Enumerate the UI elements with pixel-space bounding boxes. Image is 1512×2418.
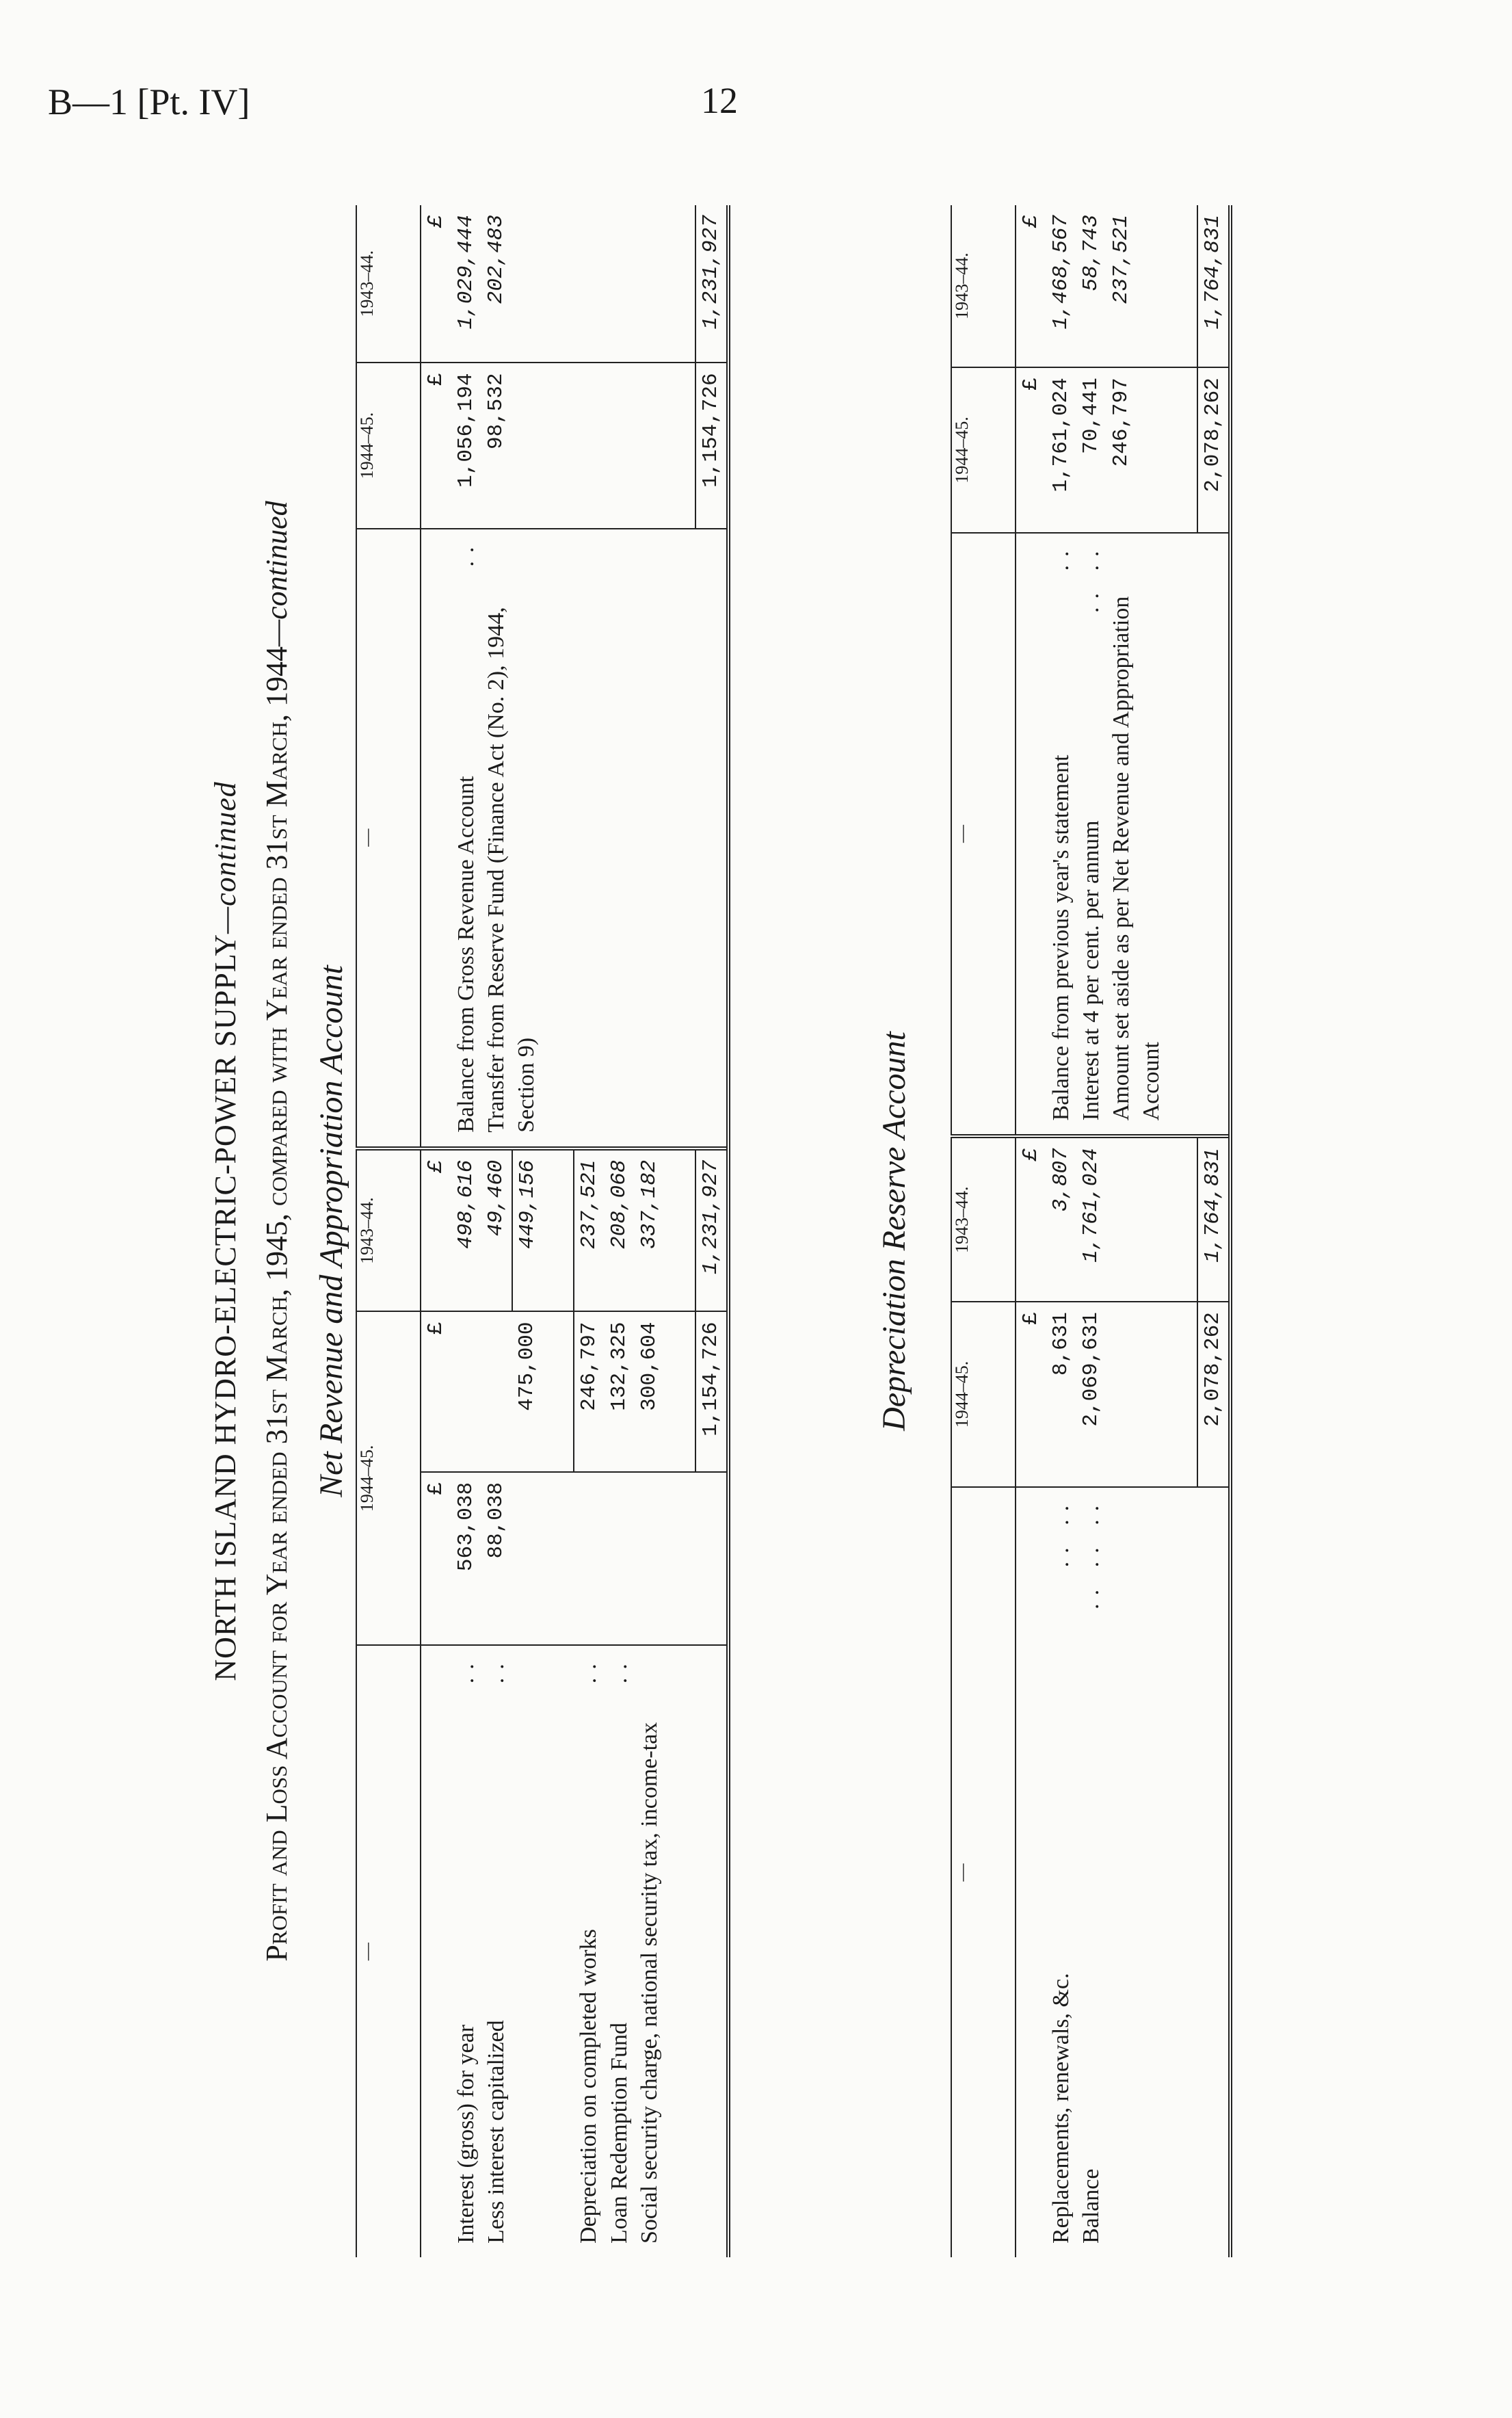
row-label: Depreciation on completed works .. [576,1655,601,2244]
cell-value: 246,797 [574,1311,605,1471]
net-revenue-table [356,205,730,2257]
cell-value: 246,797 [1106,367,1167,532]
debit-1945-header: 1944–45. [951,1302,1016,1487]
currency-symbol: £ [421,363,451,528]
row-label: Loan Redemption Fund .. [607,1655,632,2244]
debit-desc-header: — [356,1645,421,2257]
row-label: Interest (gross) for year .. [453,1655,479,2244]
title-block [202,205,359,2257]
row-label: Balance from Gross Revenue Account .. [451,529,481,1148]
row-label: Replacements, renewals, &c. .. .. [1048,1497,1074,2244]
total-value: 1,764,831 [1197,1136,1230,1302]
cell-value: 98,532 [481,363,543,528]
currency-symbol: £ [421,1311,451,1471]
depreciation-title: Depreciation Reserve Account [876,1031,912,1431]
cell-value: 88,038 [481,1472,512,1645]
currency-symbol: £ [1016,205,1046,367]
total-value: 1,764,831 [1197,205,1230,367]
account-heading-suffix: —continued [260,501,293,647]
row-label: Balance from previous year's statement .. [1046,533,1076,1137]
credit-desc-header: — [951,533,1016,1137]
cell-value: 475,000 [512,1311,543,1471]
row-label: Transfer from Reserve Fund (Finance Act (No. 2), 1944, Section 9) [481,529,543,1148]
credit-1944-header: 1943–44. [356,205,421,363]
debit-1945-header: 1944–45. [356,1311,421,1645]
table-row [605,205,635,2257]
total-value: 1,154,726 [695,1311,728,1471]
total-row [1197,205,1230,2257]
credit-1945-header: 1944–45. [356,363,421,528]
row-label: Balance .. .. .. [1078,1497,1104,2244]
cell-value: 3,807 [1046,1136,1076,1302]
table-row [574,205,605,2257]
cell-value: 237,521 [1106,205,1167,367]
depreciation-table [951,205,1232,2257]
cell-value: 1,761,024 [1076,1136,1106,1302]
debit-1944-header: 1943–44. [951,1136,1016,1302]
total-value: 2,078,262 [1197,367,1230,532]
cell-value: 8,631 [1046,1302,1076,1487]
credit-1945-header: 1944–45. [951,367,1016,532]
cell-value: 237,521 [574,1148,605,1312]
debit-1944-header: 1943–44. [356,1148,421,1312]
currency-symbol: £ [421,1472,451,1645]
row-label: Interest at 4 per cent. per annum .. .. [1076,533,1106,1137]
table-row [1106,205,1167,2257]
cell-value: 1,056,194 [451,363,481,528]
cell-value: 1,761,024 [1046,367,1076,532]
currency-symbol: £ [421,1148,451,1312]
currency-symbol: £ [1016,1136,1046,1302]
cell-value: 58,743 [1076,205,1106,367]
cell-value: 1,468,567 [1046,205,1076,367]
row-label: Amount set aside as per Net Revenue and Appropriation Account [1106,533,1167,1137]
cell-value: 1,029,444 [451,205,481,363]
table-row [635,205,665,2257]
rotated-statement [202,205,1467,2257]
credit-desc-header: — [356,529,421,1148]
net-revenue-header-row [356,205,421,2257]
report-heading-suffix: —continued [209,781,242,934]
page-number: 12 [701,80,738,121]
depreciation-header-row [951,205,1016,2257]
cell-value: 449,156 [512,1148,543,1312]
report-heading-text: NORTH ISLAND HYDRO-ELECTRIC-POWER SUPPLY [209,934,242,1681]
cell-value: 337,182 [635,1148,665,1312]
row-label: Social security charge, national security tax, income-tax [637,1722,662,2244]
currency-symbol: £ [1016,1302,1046,1487]
currency-symbol: £ [1016,367,1046,532]
debit-desc-header: — [951,1487,1016,2257]
cell-value: 70,441 [1076,367,1106,532]
table-row [1046,205,1076,2257]
cell-value: 132,325 [605,1311,635,1471]
account-heading [250,205,304,2257]
total-value: 2,078,262 [1197,1302,1230,1487]
table-row [481,205,512,2257]
currency-row [1016,205,1046,2257]
cell-value: 300,604 [635,1311,665,1471]
cell-value: 2,069,631 [1076,1302,1106,1487]
total-value: 1,231,927 [695,205,728,363]
report-heading [202,205,250,2257]
cell-value: 498,616 [451,1148,481,1312]
cell-value: 563,038 [451,1472,481,1645]
currency-symbol: £ [421,205,451,363]
total-value: 1,154,726 [695,363,728,528]
table-row [1076,205,1106,2257]
account-heading-text: Profit and Loss Account for Year ended 31st March, 1945, compared with Year ended 31st March, 1944 [260,646,293,1962]
credit-1944-header: 1943–44. [951,205,1016,367]
row-label: Less interest capitalized .. [483,1655,509,2244]
cell-value: 49,460 [481,1148,512,1312]
total-row [695,205,728,2257]
cell-value: 208,068 [605,1148,635,1312]
cell-value: 202,483 [481,205,543,363]
table-row [451,205,481,2257]
document-code: B—1 [Pt. IV] [48,81,250,122]
currency-row [421,205,451,2257]
total-value: 1,231,927 [695,1148,728,1312]
net-revenue-title: Net Revenue and Appropriation Account [313,965,349,1497]
